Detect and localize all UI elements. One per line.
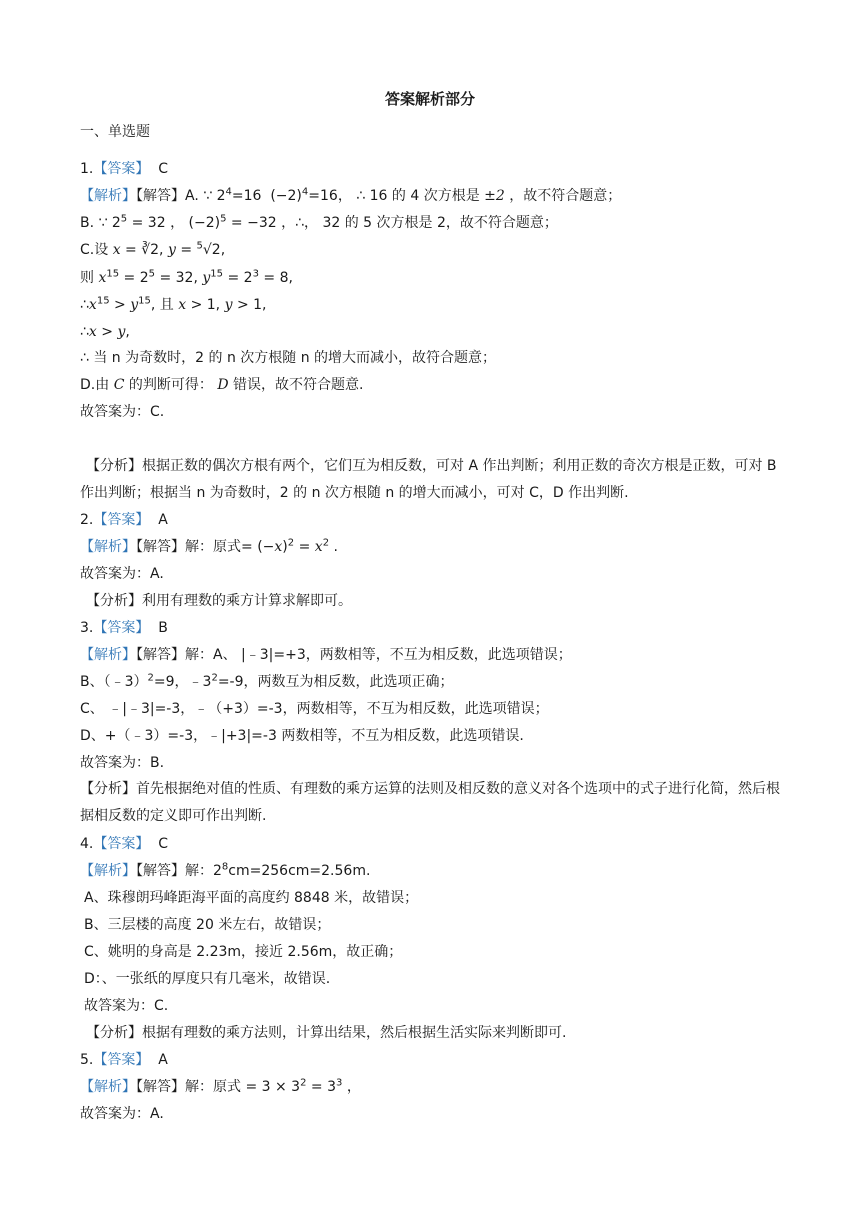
q3-solution-b: B、（﹣3）$^2$=9，$﹣3^2=-9$，两数互为相反数，此选项正确； (80, 672, 454, 690)
math-expression: $2^5 = 32$ ， $(-2)^5 = -32$ ，∴ (111, 213, 305, 231)
q1-solution-xy: ∴x > y, (80, 324, 130, 340)
math-expression: x (88, 297, 97, 313)
q4-analysis: 【分析】根据有理数的乘方法则，计算出结果，然后根据生活实际来判断即可. (86, 1025, 567, 1041)
q3-solution-a: 【解析】【解答】解：A、 |﹣3|=+3，两数相等，不互为相反数，此选项错误； (80, 647, 572, 663)
math-expression: x (98, 270, 107, 286)
q1-answer: C (158, 161, 169, 177)
q4-final: 故答案为：C. (84, 998, 169, 1014)
q5-answer: A (158, 1052, 168, 1068)
q3-final: 故答案为：B. (80, 755, 165, 771)
q4-option-a: A、珠穆朗玛峰距海平面的高度约 8848 米，故错误； (84, 890, 419, 906)
q4-answer: C (158, 836, 169, 852)
q1-solution-conclusion: ∴ 当 n 为奇数时，2 的 n 次方根随 n 的增大而减小，故符合题意； (80, 350, 497, 366)
q1-answer-line (80, 159, 168, 179)
q3-solution-c: C、 ﹣|﹣3|=-3，﹣（+3）=-3，两数相等，不互为相反数，此选项错误； (80, 701, 549, 717)
q1-solution-c: C.设 x = ∛2, y = $^5$√2, (80, 240, 226, 258)
q1-solution-then: 则 $x^{15} = 2^5 = 32$, $y^{15} = 2^3 = 8$, (80, 268, 293, 286)
q1-final: 故答案为：C. (80, 404, 165, 420)
q1-solution-ineq: $\therefore x^{15} > y^{15}$, 且 x > 1, y > 1, (80, 295, 267, 313)
q2-answer: A (158, 512, 168, 528)
q5-final: 故答案为：A. (80, 1106, 164, 1122)
answer-tag: 【答案】 (93, 161, 150, 177)
q3-answer: B (158, 620, 168, 636)
q2-final: 故答案为：A. (80, 566, 164, 582)
math-expression: x (112, 242, 121, 258)
q3-answer-line: 3.【答案】 B (80, 620, 168, 636)
q4-option-b: B、三层楼的高度 20 米左右，故错误； (84, 917, 331, 933)
q3-solution-d: D、+（﹣3）=-3，﹣|+3|=-3 两数相等，不互为相反数，此选项错误. (80, 728, 524, 744)
section-heading: 一、单选题 (80, 124, 150, 140)
q3-analysis: 【分析】首先根据绝对值的性质、有理数的乘方运算的法则及相反数的意义对各个选项中的式子进行化简，然后根据相反数的定义即可作出判断. (80, 781, 780, 824)
solution-tag: 【解答】 (136, 188, 185, 204)
q4-option-c: C、姚明的身高是 2.23m，接近 2.56m，故正确； (84, 944, 403, 960)
q1-solution-d: D.由 C 的判断可得： D 错误，故不符合题意. (80, 377, 364, 393)
math-expression: = $3 \times 3^2 = 3^3$ ， (245, 1077, 361, 1095)
q2-answer-line: 2.【答案】 A (80, 512, 168, 528)
math-expression: $2^4=16$ $(-2)^4=16$ (216, 186, 338, 204)
math-expression: x (88, 324, 97, 340)
q4-answer-line: 4.【答案】 C (80, 836, 169, 852)
q4-option-d: D：、一张纸的厚度只有几毫米，故错误. (84, 971, 331, 987)
q5-answer-line: 5.【答案】 A (80, 1052, 168, 1068)
q1-solution-a: 【解析】【解答】A. ∵ $2^4=16$ $(-2)^4=16$， ∴ 16 的 4 次方根是 ±2 ，故不符合题意； (80, 186, 622, 204)
math-expression: ±2 (484, 188, 505, 204)
q1-analysis: 【分析】根据正数的偶次方根有两个，它们互为相反数，可对 A 作出判断；利用正数的奇次方根是正数，可对 B 作出判断；根据当 n 为奇数时，2 的 n 次方根随 n 的增大而减小，可对 C，D 作出判断. (80, 458, 777, 501)
math-expression: $(-x)^2 = x^2$ . (257, 537, 338, 555)
q4-solution: 【解析】【解答】解：$2^8cm=256cm=2.56m$. (80, 861, 371, 879)
q1-solution-b: B. ∵ $2^5 = 32$ ， $(-2)^5 = -32$ ，∴， 32 的 5 次方根是 2，故不符合题意； (80, 213, 558, 231)
q1-number: 1. (80, 161, 94, 177)
analysis-tag: 【解析】 (80, 188, 136, 204)
q5-solution: 【解析】【解答】解：原式 = $3 \times 3^2 = 3^3$ ， (80, 1077, 361, 1095)
q2-analysis: 【分析】利用有理数的乘方计算求解即可。 (86, 593, 352, 609)
page-title: 答案解析部分 (384, 90, 475, 108)
q2-solution: 【解析】【解答】解：原式= $(-x)^2 = x^2$ . (80, 537, 338, 555)
